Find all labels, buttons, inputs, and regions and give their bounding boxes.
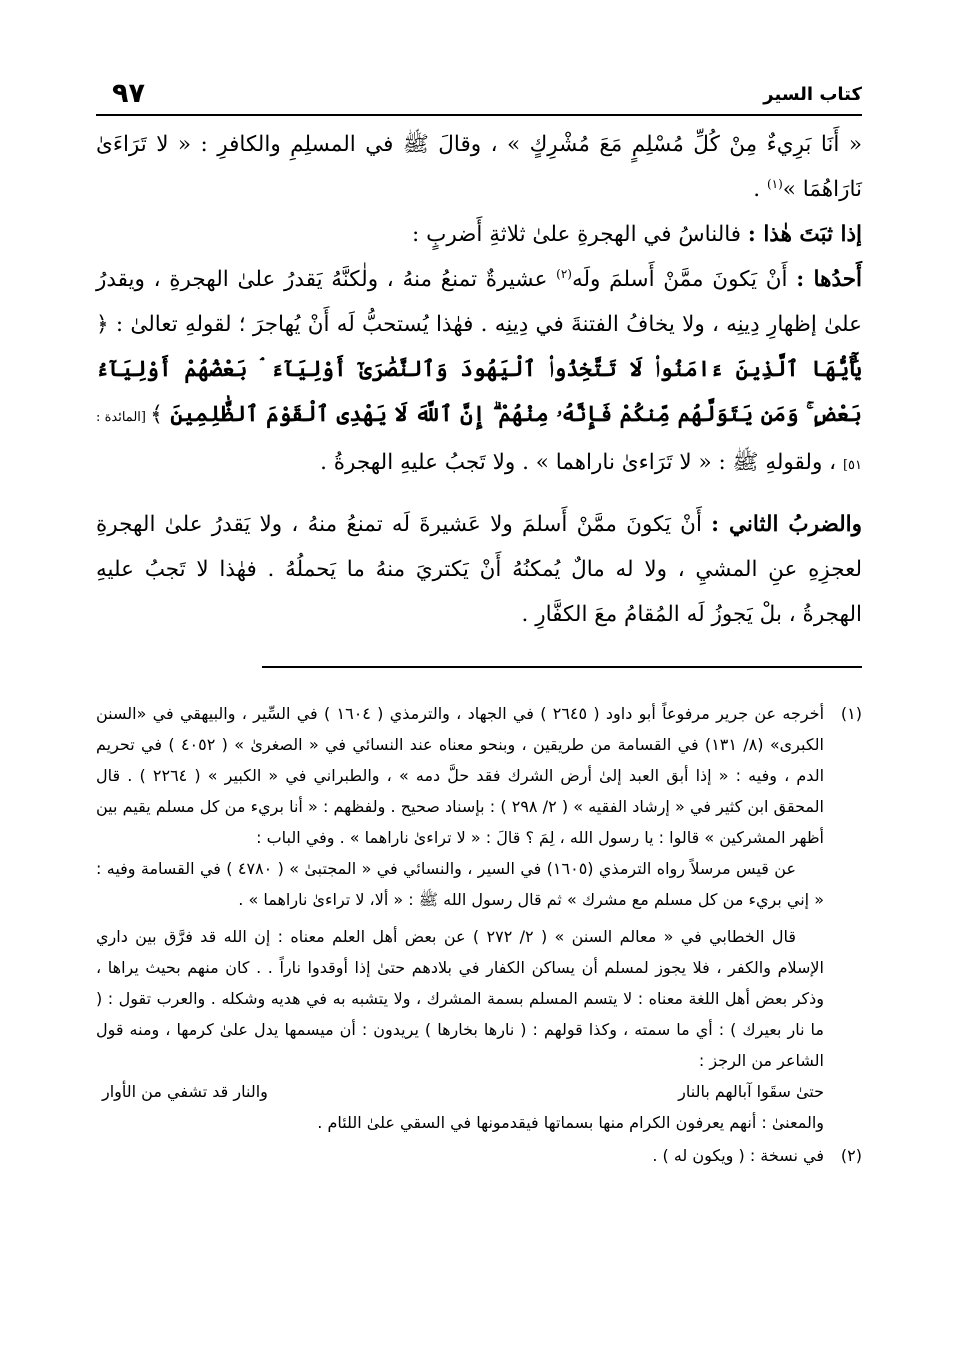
paragraph-1-end: . — [753, 177, 767, 202]
footnote-ref-2[interactable]: (٢) — [556, 266, 572, 281]
poetry-hemistich-1: حتىٰ سقَوا آبالهم بالنار — [678, 1082, 824, 1101]
footnotes — [96, 698, 862, 1171]
paragraph-2-lead: إذا ثبَتَ هٰذا : — [747, 222, 862, 247]
footnote-2-text: في نسخة : ( ويكون له ) . — [652, 1146, 824, 1165]
page-header — [96, 74, 862, 116]
verse-close-bracket: ﴾ — [150, 402, 163, 427]
poetry-line — [96, 1076, 824, 1107]
footnote-1-paragraph-3: قال الخطابي في « معالم السنن » ( ٢/ ٢٧٢ ) عن بعض أهل العلم معناه : إن الله قد فرَّق بين داري الإسلام والكفر ، فلا يجوز لمسلم أن يساكن الكفار في بلادهم حتىٰ إذا أوقدوا ناراً . . كان منهم بحيث يراها ، وذكر بعض أهل اللغة معناه : لا يتسم المسلم بسمة المشرك ، ولا يتشبه به في هديه وشكله . والعرب تقول : ( ما نار بعيرك ) : أي ما سمته ، وكذا قولهم : ( نارها بخارها ) يريدون : أن ميسمها يدل علىٰ كرمها ، ومنه قول الشاعر من الرجز : — [96, 927, 824, 1070]
paragraph-3-text-c: ، ولقولهِ ﷺ : « لا تَرَاءىٰ ناراهما » . ولا تَجبُ عليهِ الهجرةُ . — [320, 450, 843, 475]
quran-verse: يَٰٓأَيُّهَا ٱلَّذِينَ ءَامَنُوا۟ لَا تَتَّخِذُوا۟ ٱلْيَهُودَ وَٱلنَّصَٰرَىٰٓ أَوْلِيَآءَ ۘ بَعْضُهُمْ أَوْلِيَآءُ بَعْضٍ ۚ وَمَن يَتَوَلَّهُم مِّنكُمْ فَإِنَّهُۥ مِنْهُمْ ۗ إِنَّ ٱللَّهَ لَا يَهْدِى ٱلْقَوْمَ ٱلظَّٰلِمِينَ — [96, 357, 862, 427]
poetry-hemistich-2: والنار قد تشفي من الأوار — [102, 1082, 268, 1101]
paragraph-2 — [96, 212, 862, 257]
paragraph-1 — [96, 122, 862, 212]
footnote-1 — [96, 698, 862, 1138]
footnote-1-paragraph-1: أخرجه عن جرير مرفوعاً أبو داود ( ٢٦٤٥ ) في الجهاد ، والترمذي ( ١٦٠٤ ) في السِّير ، والبيهقي في «السنن الكبرى» (٨/ ١٣١) في القسامة من طريقين ، وبنحو معناه عند النسائي في « الصغرىٰ » ( ٤٠٥٢ ) في تحريم الدم ، وفيه : « إذا أبق العبد إلىٰ أرض الشرك فقد حلَّ دمه » ، والطبراني في « الكبير » ( ٢٢٦٤ ) . قال المحقق ابن كثير في « إرشاد الفقيه » ( ٢/ ٢٩٨ ) : بإسناد صحيح . ولفظهم : « أنا بريء من كل مسلم يقيم بين أظهر المشركين » قالوا : يا رسول الله ، لِمَ ؟ قالَ : « لا تراءىٰ ناراهما » . وفي الباب : — [96, 704, 825, 847]
paragraph-3 — [96, 257, 862, 488]
footnote-1-paragraph-4: والمعنىٰ : أنهم يعرفون الكرام منها بسماتها فيقدمونها في السقي علىٰ اللئام . — [317, 1113, 824, 1132]
running-title: كتاب السير — [763, 84, 862, 105]
paragraph-4-lead: والضربُ الثاني : — [711, 512, 863, 537]
footnote-1-paragraph-2: عن قيس مرسلاً رواه الترمذي (١٦٠٥) في السير ، والنسائي في « المجتبىٰ » ( ٤٧٨٠ ) في القسامة وفيه : « إني بريء من كل مسلم مع مشرك » ثم قال رسول الله ﷺ : « ألا، لا تراءىٰ ناراهما » . — [96, 859, 824, 909]
paragraph-4 — [96, 502, 862, 637]
footnote-separator — [262, 666, 862, 668]
footnote-2 — [96, 1140, 862, 1171]
footnote-2-number: (٢) — [840, 1146, 862, 1165]
paragraph-3-text-a: أَنْ يَكونَ ممَّنْ أَسلمَ ولَه — [571, 267, 797, 292]
verse-citation: [المائدة : ٥١] — [96, 410, 862, 473]
paragraph-2-text: فالناسُ في الهجرةِ علىٰ ثلاثةِ أَضربٍ : — [412, 222, 748, 247]
page-number: ٩٧ — [112, 78, 145, 109]
paragraph-1-text: « أَنَا بَرِيءٌ مِنْ كُلِّ مُسْلِمٍ مَعَ مُشْرِكٍ » ، وقالَ ﷺ في المسلِمِ والكافرِ : « لا تَرَاءَىٰ نَارَاهُمَا » — [96, 132, 862, 202]
footnote-ref-1[interactable]: (١) — [766, 176, 783, 191]
main-text — [96, 122, 862, 637]
paragraph-3-lead: أَحدُها : — [796, 267, 862, 292]
paragraph-3-text-b: عشيرةٌ تمنعُ منهُ ، ولٰكنَّهُ يَقدرُ علىٰ الهجرةِ ، ويقدرُ علىٰ إظهارِ دِينِه ، ولا يخافُ الفتنةَ في دِينِه . فهٰذا يُستحبُّ لَه أَنْ يُهاجرَ ؛ لقولهِ تعالىٰ : ﴿ — [96, 267, 862, 337]
footnote-1-number: (١) — [840, 704, 862, 723]
paragraph-4-text: أَنْ يَكونَ ممَّنْ أَسلمَ ولا عَشيرةَ لَه تمنعُ منهُ ، ولا يَقدرُ علىٰ الهجرةِ لعجزِهِ عنِ المشيِ ، ولا له مالٌ يُمكنُهُ أَنْ يَكتريَ منهُ ما يَحملُهُ . فهٰذا لا تَجبُ عليهِ الهجرةُ ، بلْ يَجوزُ لَه المُقامُ معَ الكفَّارِ . — [96, 512, 862, 627]
